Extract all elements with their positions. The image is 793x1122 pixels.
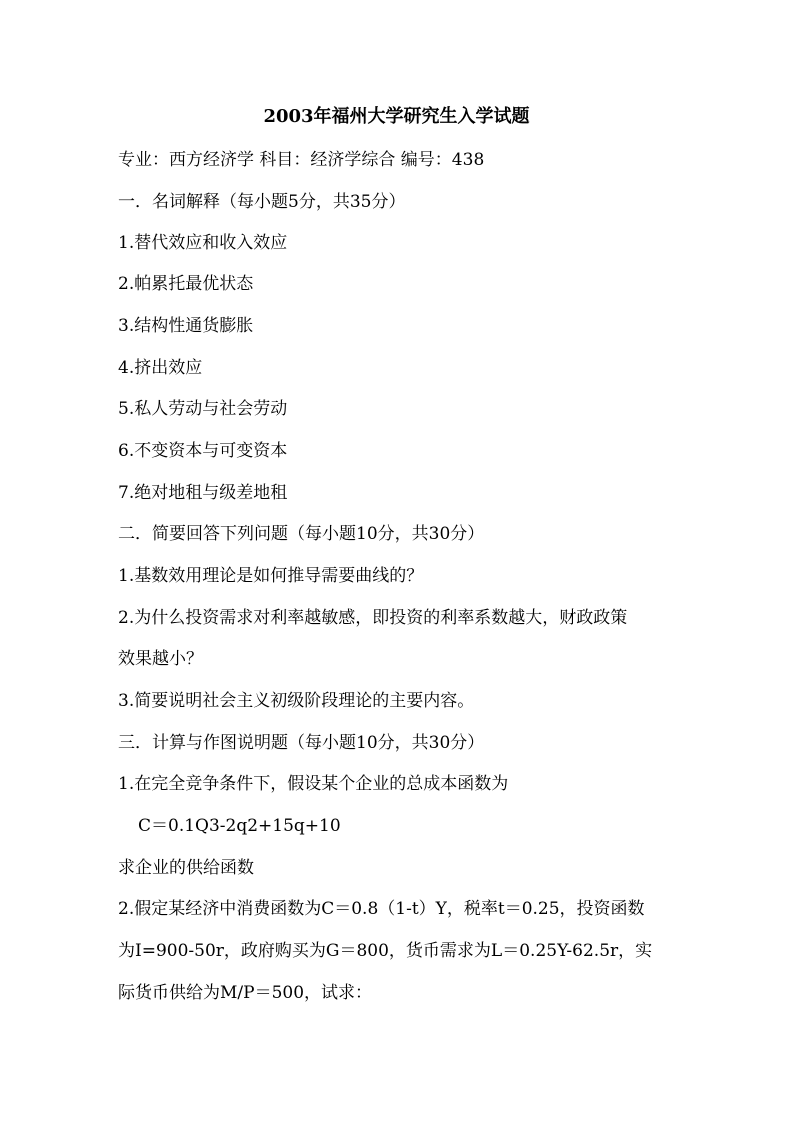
section1-item-1: 1.替代效应和收入效应 [118, 233, 288, 253]
section3-question-2-line1: 2.假定某经济中消费函数为C＝0.8（1-t）Y，税率t＝0.25，投资函数 [118, 899, 645, 919]
section2-question-3: 3.简要说明社会主义初级阶段理论的主要内容。 [118, 691, 475, 711]
section1-item-2: 2.帕累托最优状态 [118, 274, 254, 294]
section2-heading: 二．简要回答下列问题（每小题10分，共30分） [118, 524, 485, 544]
page-title: 2003年福州大学研究生入学试题 [263, 106, 530, 127]
section3-heading: 三．计算与作图说明题（每小题10分，共30分） [118, 733, 485, 753]
section1-heading: 一．名词解释（每小题5分，共35分） [118, 192, 406, 212]
section1-item-3: 3.结构性通货膨胀 [118, 316, 254, 336]
section3-question-2-line3: 际货币供给为M/P＝500，试求： [118, 983, 373, 1003]
section3-question-2-line2: 为I=900-50r，政府购买为G＝800，货币需求为L＝0.25Y-62.5r，实 [118, 941, 653, 961]
section3-question-1-line2: 求企业的供给函数 [118, 858, 254, 878]
section2-question-2-line2: 效果越小？ [118, 649, 203, 669]
section1-item-4: 4.挤出效应 [118, 358, 203, 378]
section1-item-6: 6.不变资本与可变资本 [118, 441, 288, 461]
section1-item-5: 5.私人劳动与社会劳动 [118, 399, 288, 419]
meta-line: 专业：西方经济学 科目：经济学综合 编号：438 [118, 150, 485, 170]
section2-question-1: 1.基数效用理论是如何推导需要曲线的？ [118, 566, 424, 586]
section3-question-1-line1: 1.在完全竞争条件下，假设某个企业的总成本函数为 [118, 774, 509, 794]
section1-item-7: 7.绝对地租与级差地租 [118, 483, 288, 503]
section2-question-2-line1: 2.为什么投资需求对利率越敏感，即投资的利率系数越大，财政政策 [118, 608, 628, 628]
section3-question-1-formula: C＝0.1Q3-2q2+15q+10 [138, 816, 341, 836]
